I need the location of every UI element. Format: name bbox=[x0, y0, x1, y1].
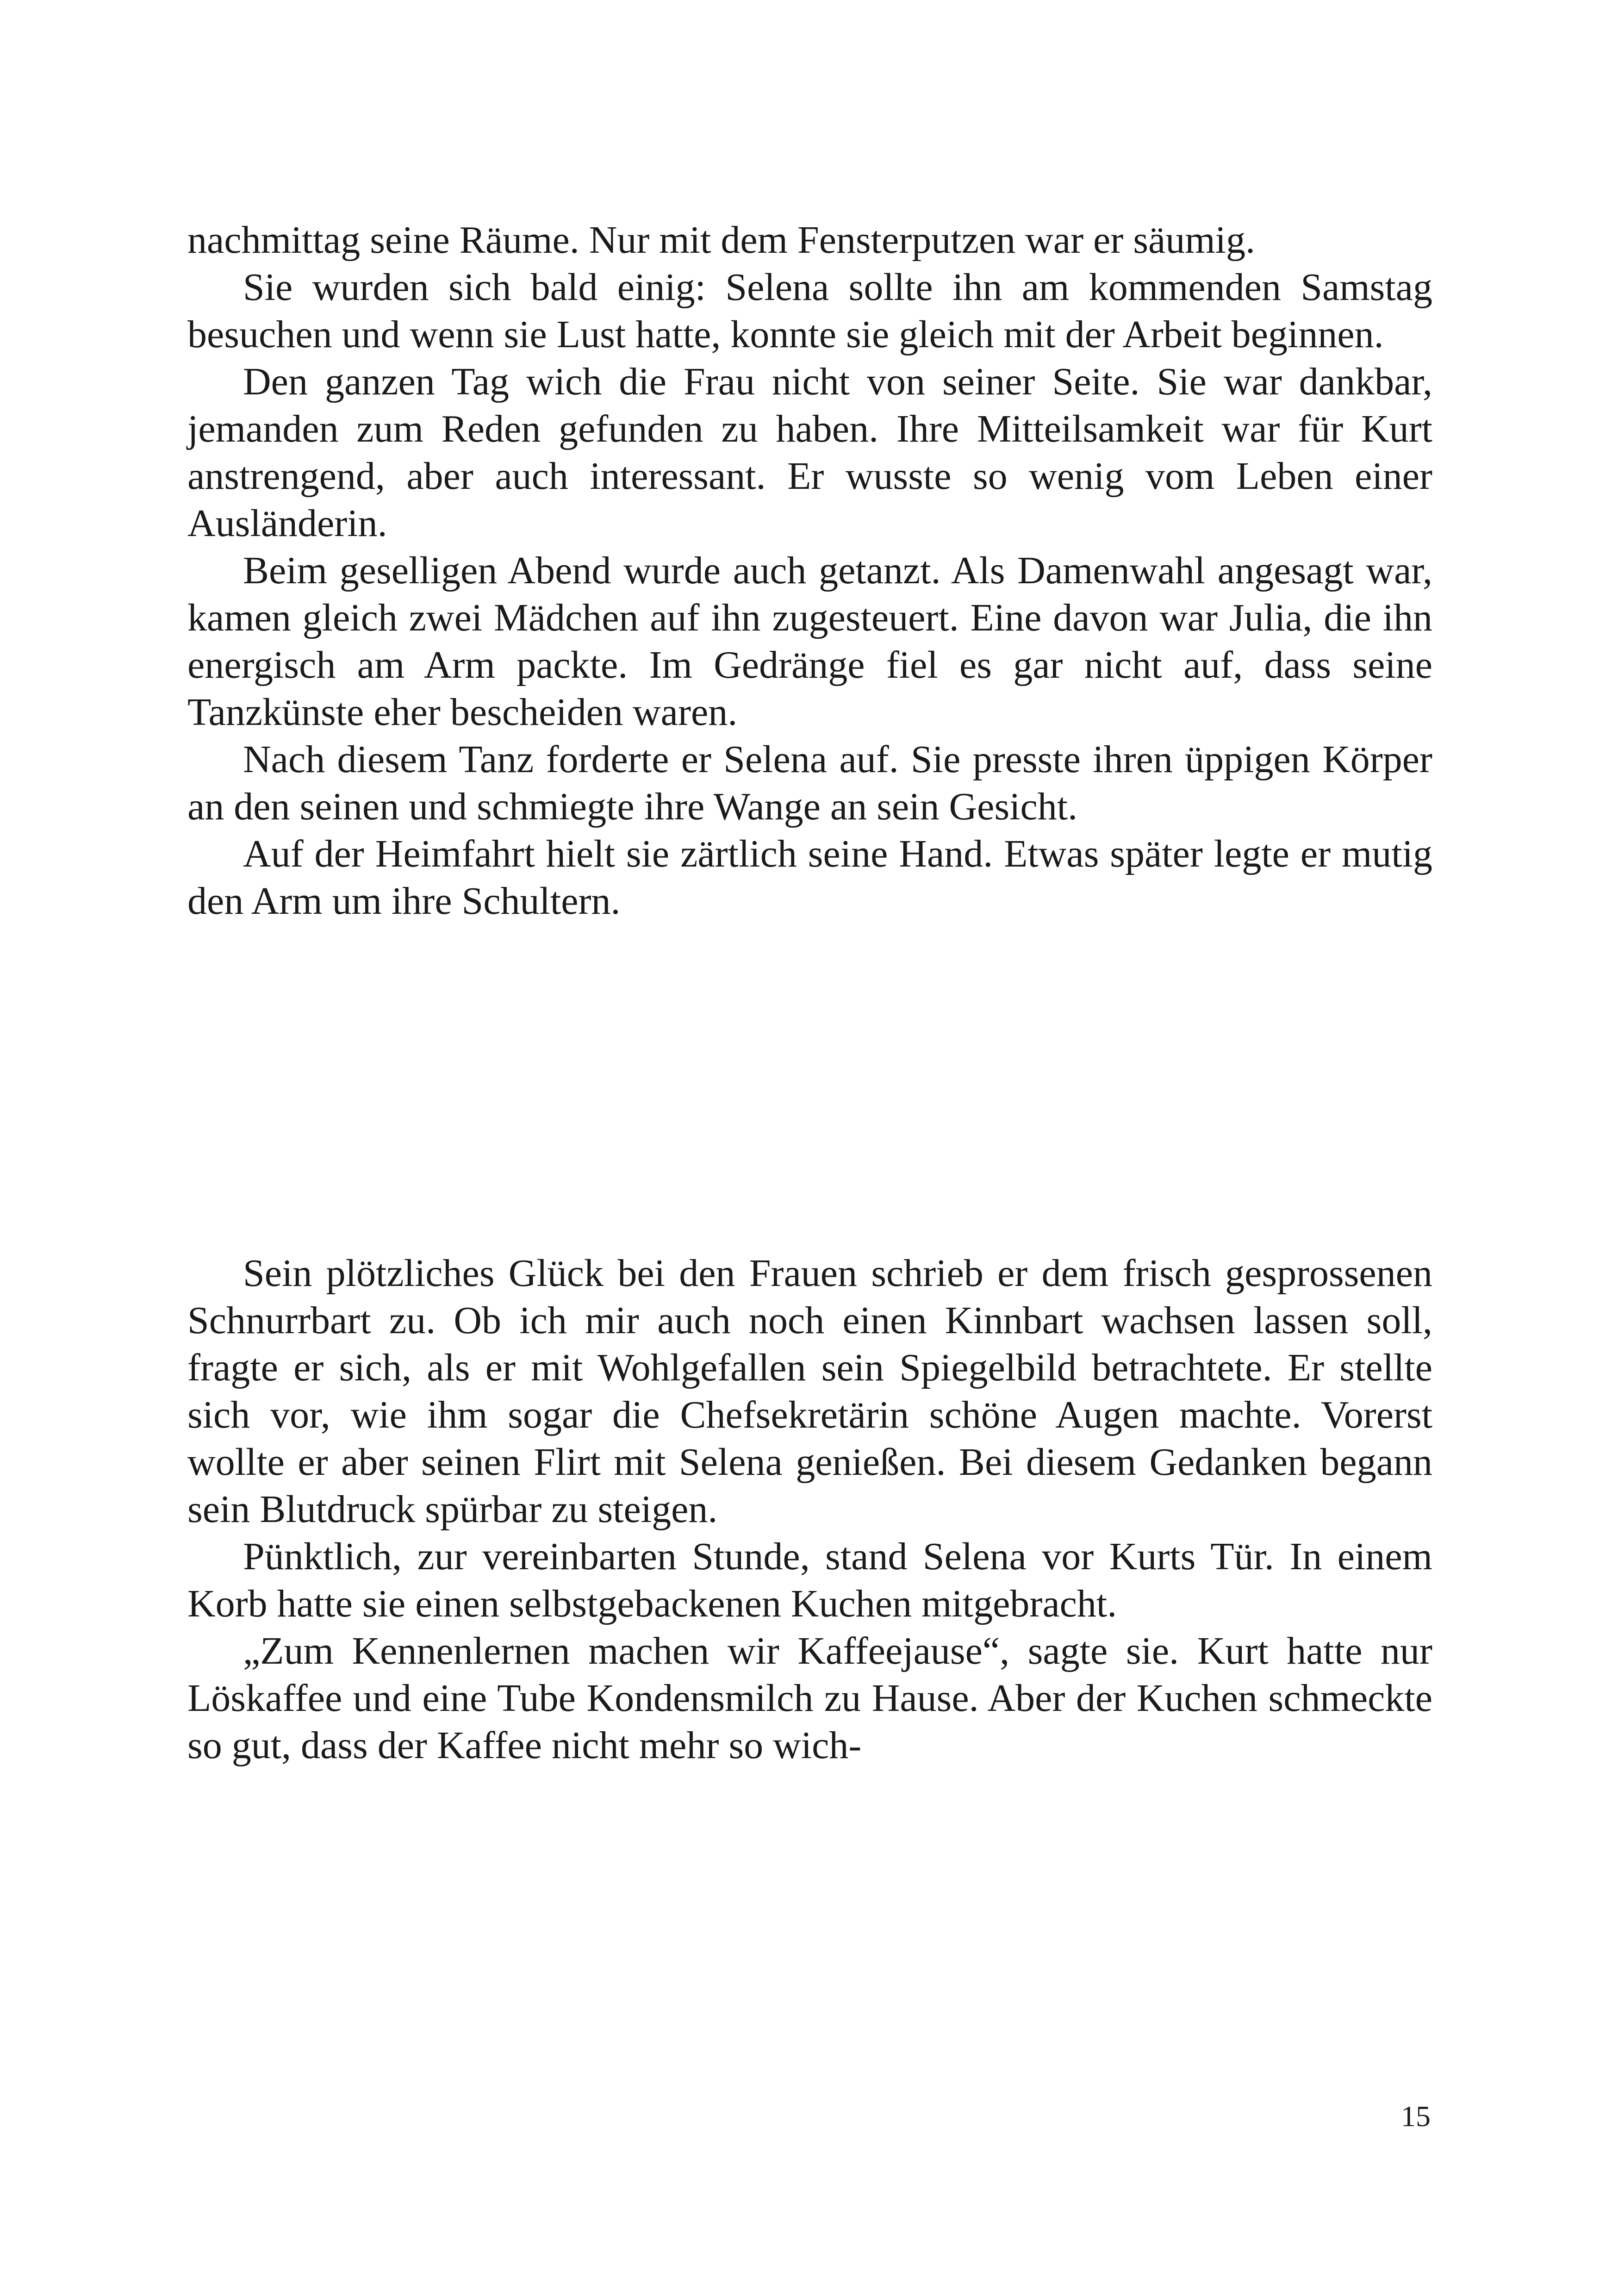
paragraph: Pünktlich, zur vereinbarten Stunde, stand Selena vor Kurts Tür. In einem Korb hatte sie einen selbstgebackenen Kuchen mitgebracht. bbox=[187, 1535, 1432, 1625]
paragraph: Sein plötzliches Glück bei den Frauen schrieb er dem frisch gesprossenen Schnurrbart zu. Ob ich mir auch noch einen Kinnbart wachsen lassen soll, fragte er sich, als er mit Wohlgefallen sein Spiegelbild betrachtete. Er stellte sich vor, wie ihm sogar die Chefsekretärin schöne Augen machte. Vorerst wollte er aber seinen Flirt mit Selena genießen. Bei diesem Gedanken begann sein Blutdruck spürbar zu steigen. bbox=[187, 1252, 1432, 1531]
text-section-1 bbox=[187, 217, 1432, 925]
paragraph: „Zum Kennenlernen machen wir Kaffeejause“, sagte sie. Kurt hatte nur Löskaffee und eine Tube Kondensmilch zu Hause. Aber der Kuchen schmeckte so gut, dass der Kaffee nicht mehr so wich- bbox=[187, 1629, 1432, 1767]
paragraph: Auf der Heimfahrt hielt sie zärtlich seine Hand. Etwas später legte er mutig den Arm um ihre Schultern. bbox=[187, 832, 1432, 923]
paragraph: Sie wurden sich bald einig: Selena sollte ihn am kommenden Samstag besuchen und wenn sie Lust hatte, konnte sie gleich mit der Arbeit beginnen. bbox=[187, 266, 1432, 356]
paragraph: Nach diesem Tanz forderte er Selena auf. Sie presste ihren üppigen Körper an den seinen und schmiegte ihre Wange an sein Gesicht. bbox=[187, 738, 1432, 828]
page-number: 15 bbox=[1401, 2100, 1431, 2133]
text-section-2 bbox=[187, 1250, 1432, 1769]
paragraph: Beim geselligen Abend wurde auch getanzt. Als Damenwahl angesagt war, kamen gleich zwei Mädchen auf ihn zugesteuert. Eine davon war Julia, die ihn energisch am Arm packte. Im Gedränge fiel es gar nicht auf, dass seine Tanzkünste eher bescheiden waren. bbox=[187, 549, 1432, 734]
paragraph: Den ganzen Tag wich die Frau nicht von seiner Seite. Sie war dankbar, jemanden zum Reden gefunden zu haben. Ihre Mitteilsamkeit war für Kurt anstrengend, aber auch interessant. Er wusste so wenig vom Leben einer Ausländerin. bbox=[187, 360, 1432, 545]
paragraph: nachmittag seine Räume. Nur mit dem Fensterputzen war er säumig. bbox=[187, 218, 1256, 262]
